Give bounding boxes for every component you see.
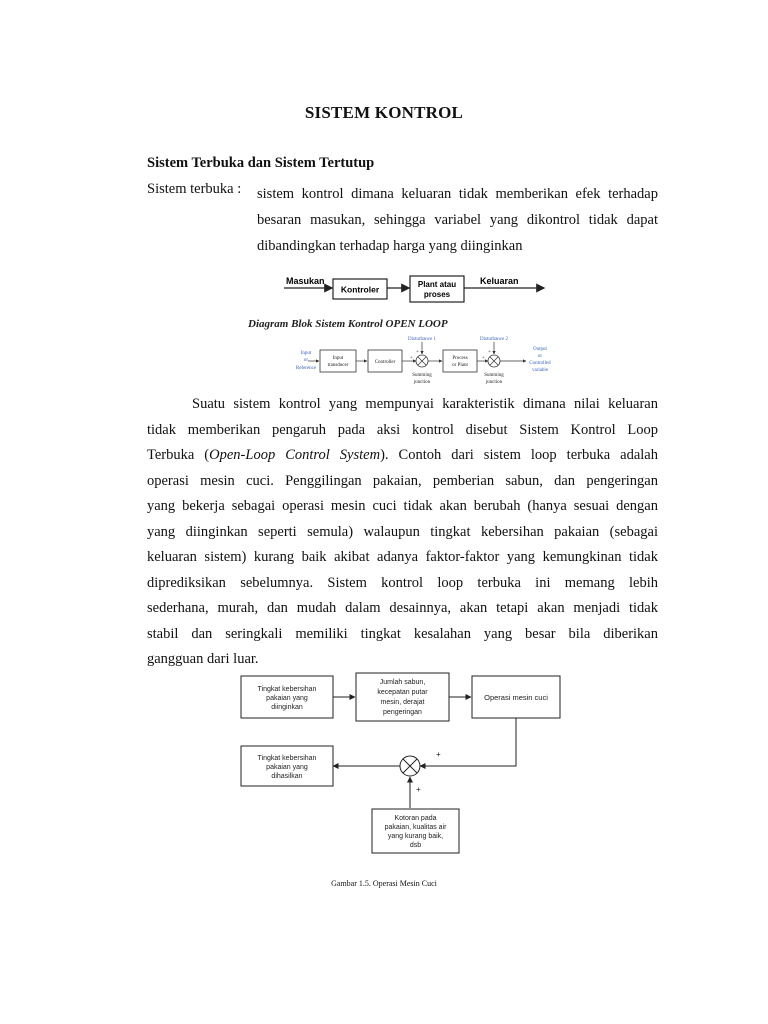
paragraph-text: tidak memberikan pengaruh pada aksi kontrol disebut Sistem Kontrol Loop [147,421,658,438]
transducer-text-1: Input [332,356,344,361]
result-text-1: Tingkat kebersihan [257,755,317,762]
desired-text-2: pakaian yang [266,695,308,702]
actions-text-3: mesin, derajat [380,699,425,706]
paragraph-line [147,545,658,571]
italic-term: Open-Loop Control System [209,447,381,463]
definition-line: sistem kontrol dimana keluaran tidak memberikan efek terhadap [257,186,658,202]
controller-label: Kontroler [340,284,380,295]
disturbance2-label: Disturbance 2 [480,337,508,342]
input-text-1: Input [300,351,312,356]
paragraph-text: sederhana, murah, dan mudah dalam desainnya, akan tetapi akan menjadi tidak [147,600,658,616]
definition-term: Sistem terbuka : [147,181,242,197]
sum2-plus-left: + [482,356,485,361]
plant-label-line2: proses [423,290,451,299]
paragraph-text: yang bekerja sebagai operasi mesin cuci tidak akan berubah (hanya sesuai dengan [147,498,658,514]
paragraph-line [147,418,658,444]
result-text-2: pakaian yang [266,764,308,771]
output-text-1: Output [533,347,547,352]
machine-to-summing-path [420,718,516,766]
definition-text [257,181,658,259]
summing2-text-1: Summing [484,373,504,378]
output-text-2: or [537,354,543,359]
definition-line: besaran masukan, sehingga variabel yang dikontrol tidak dapat [257,212,658,228]
definition-line: dibandingkan terhadap harga yang diinginkan [257,238,523,254]
page-title: SISTEM KONTROL [304,103,464,122]
detailed-open-loop-diagram [246,316,568,388]
disturbance-text-1: Kotoran pada [394,815,437,822]
paragraph-line [147,596,658,622]
paragraph-line [147,520,658,546]
paragraph-text: keluaran sistem) kurang baik akibat adanya faktor-faktor yang kemungkinan tidak [147,549,658,565]
simple-open-loop-diagram [282,270,547,304]
figure-caption: Gambar 1.5. Operasi Mesin Cuci [331,879,437,888]
paragraph-text: diprediksikan sebelumnya. Sistem kontrol loop terbuka ini memang lebih [147,574,658,591]
process-text-1: Process [452,356,468,361]
output-text-4: variable [531,368,549,373]
paragraph-text: ). Contoh dari sistem loop terbuka adalah [380,447,658,463]
input-label: Masukan [286,276,325,286]
actions-text-2: kecepatan putar [377,689,428,696]
desired-text-1: Tingkat kebersihan [257,686,317,693]
section-heading: Sistem Terbuka dan Sistem Tertutup [147,155,375,171]
result-text-3: dihasilkan [271,773,303,780]
machine-text: Operasi mesin cuci [484,693,548,702]
paragraph-text: operasi mesin cuci. Penggilingan pakaian, pemberian sabun, dan pengeringan [147,472,658,489]
disturbance1-label: Disturbance 1 [408,337,436,342]
summing1-text-2: junction [413,380,431,385]
paragraph-text: Suatu sistem kontrol yang mempunyai karakteristik dimana nilai keluaran [192,396,658,412]
disturbance-text-4: dsb [409,842,422,849]
summing-plus-top: + [436,750,441,759]
paragraph-line [147,571,658,597]
sum1-plus-top: + [416,350,419,355]
sum1-plus-left: + [410,356,413,361]
diagram2-caption: Diagram Blok Sistem Kontrol OPEN LOOP [248,318,448,330]
controller-text: Controller [374,360,396,365]
summing-plus-bottom: + [416,785,421,794]
paragraph-line [147,622,658,648]
input-text-3: Reference [295,366,317,371]
process-text-2: or Plant [452,363,468,368]
actions-text-4: pengeringan [383,709,422,716]
output-text-3: Controlled [529,361,551,366]
disturbance-text-2: pakaian, kualitas air [384,824,447,831]
desired-text-3: diinginkan [271,704,303,711]
paragraph-text: gangguan dari luar. [147,651,259,667]
input-transducer-block [320,350,356,372]
paragraph-line [147,494,658,520]
paragraph-line [147,469,658,495]
summing2-text-2: junction [485,380,503,385]
process-block [443,350,477,372]
paragraph-text: Terbuka ( [147,447,210,463]
plant-label-line1: Plant atau [417,280,457,289]
disturbance-text-3: yang kurang baik, [387,833,444,840]
body-paragraph [147,392,658,673]
sum2-plus-top: + [488,350,491,355]
input-text-2: or [303,358,309,363]
washing-machine-diagram [236,670,576,860]
paragraph-text: yang diinginkan seperti semula) walaupun tingkat kebersihan pakaian (sebagai [147,523,658,540]
paragraph-line [147,443,658,469]
paragraph-text: stabil dan seringkali memiliki tingkat kesalahan yang besar bila diberikan [147,625,658,642]
paragraph-line [147,647,658,673]
output-label: Keluaran [480,276,519,286]
transducer-text-2: transducer [327,363,349,368]
summing1-text-1: Summing [412,373,432,378]
paragraph-line [147,392,658,418]
actions-text-1: Jumlah sabun, [379,679,426,686]
